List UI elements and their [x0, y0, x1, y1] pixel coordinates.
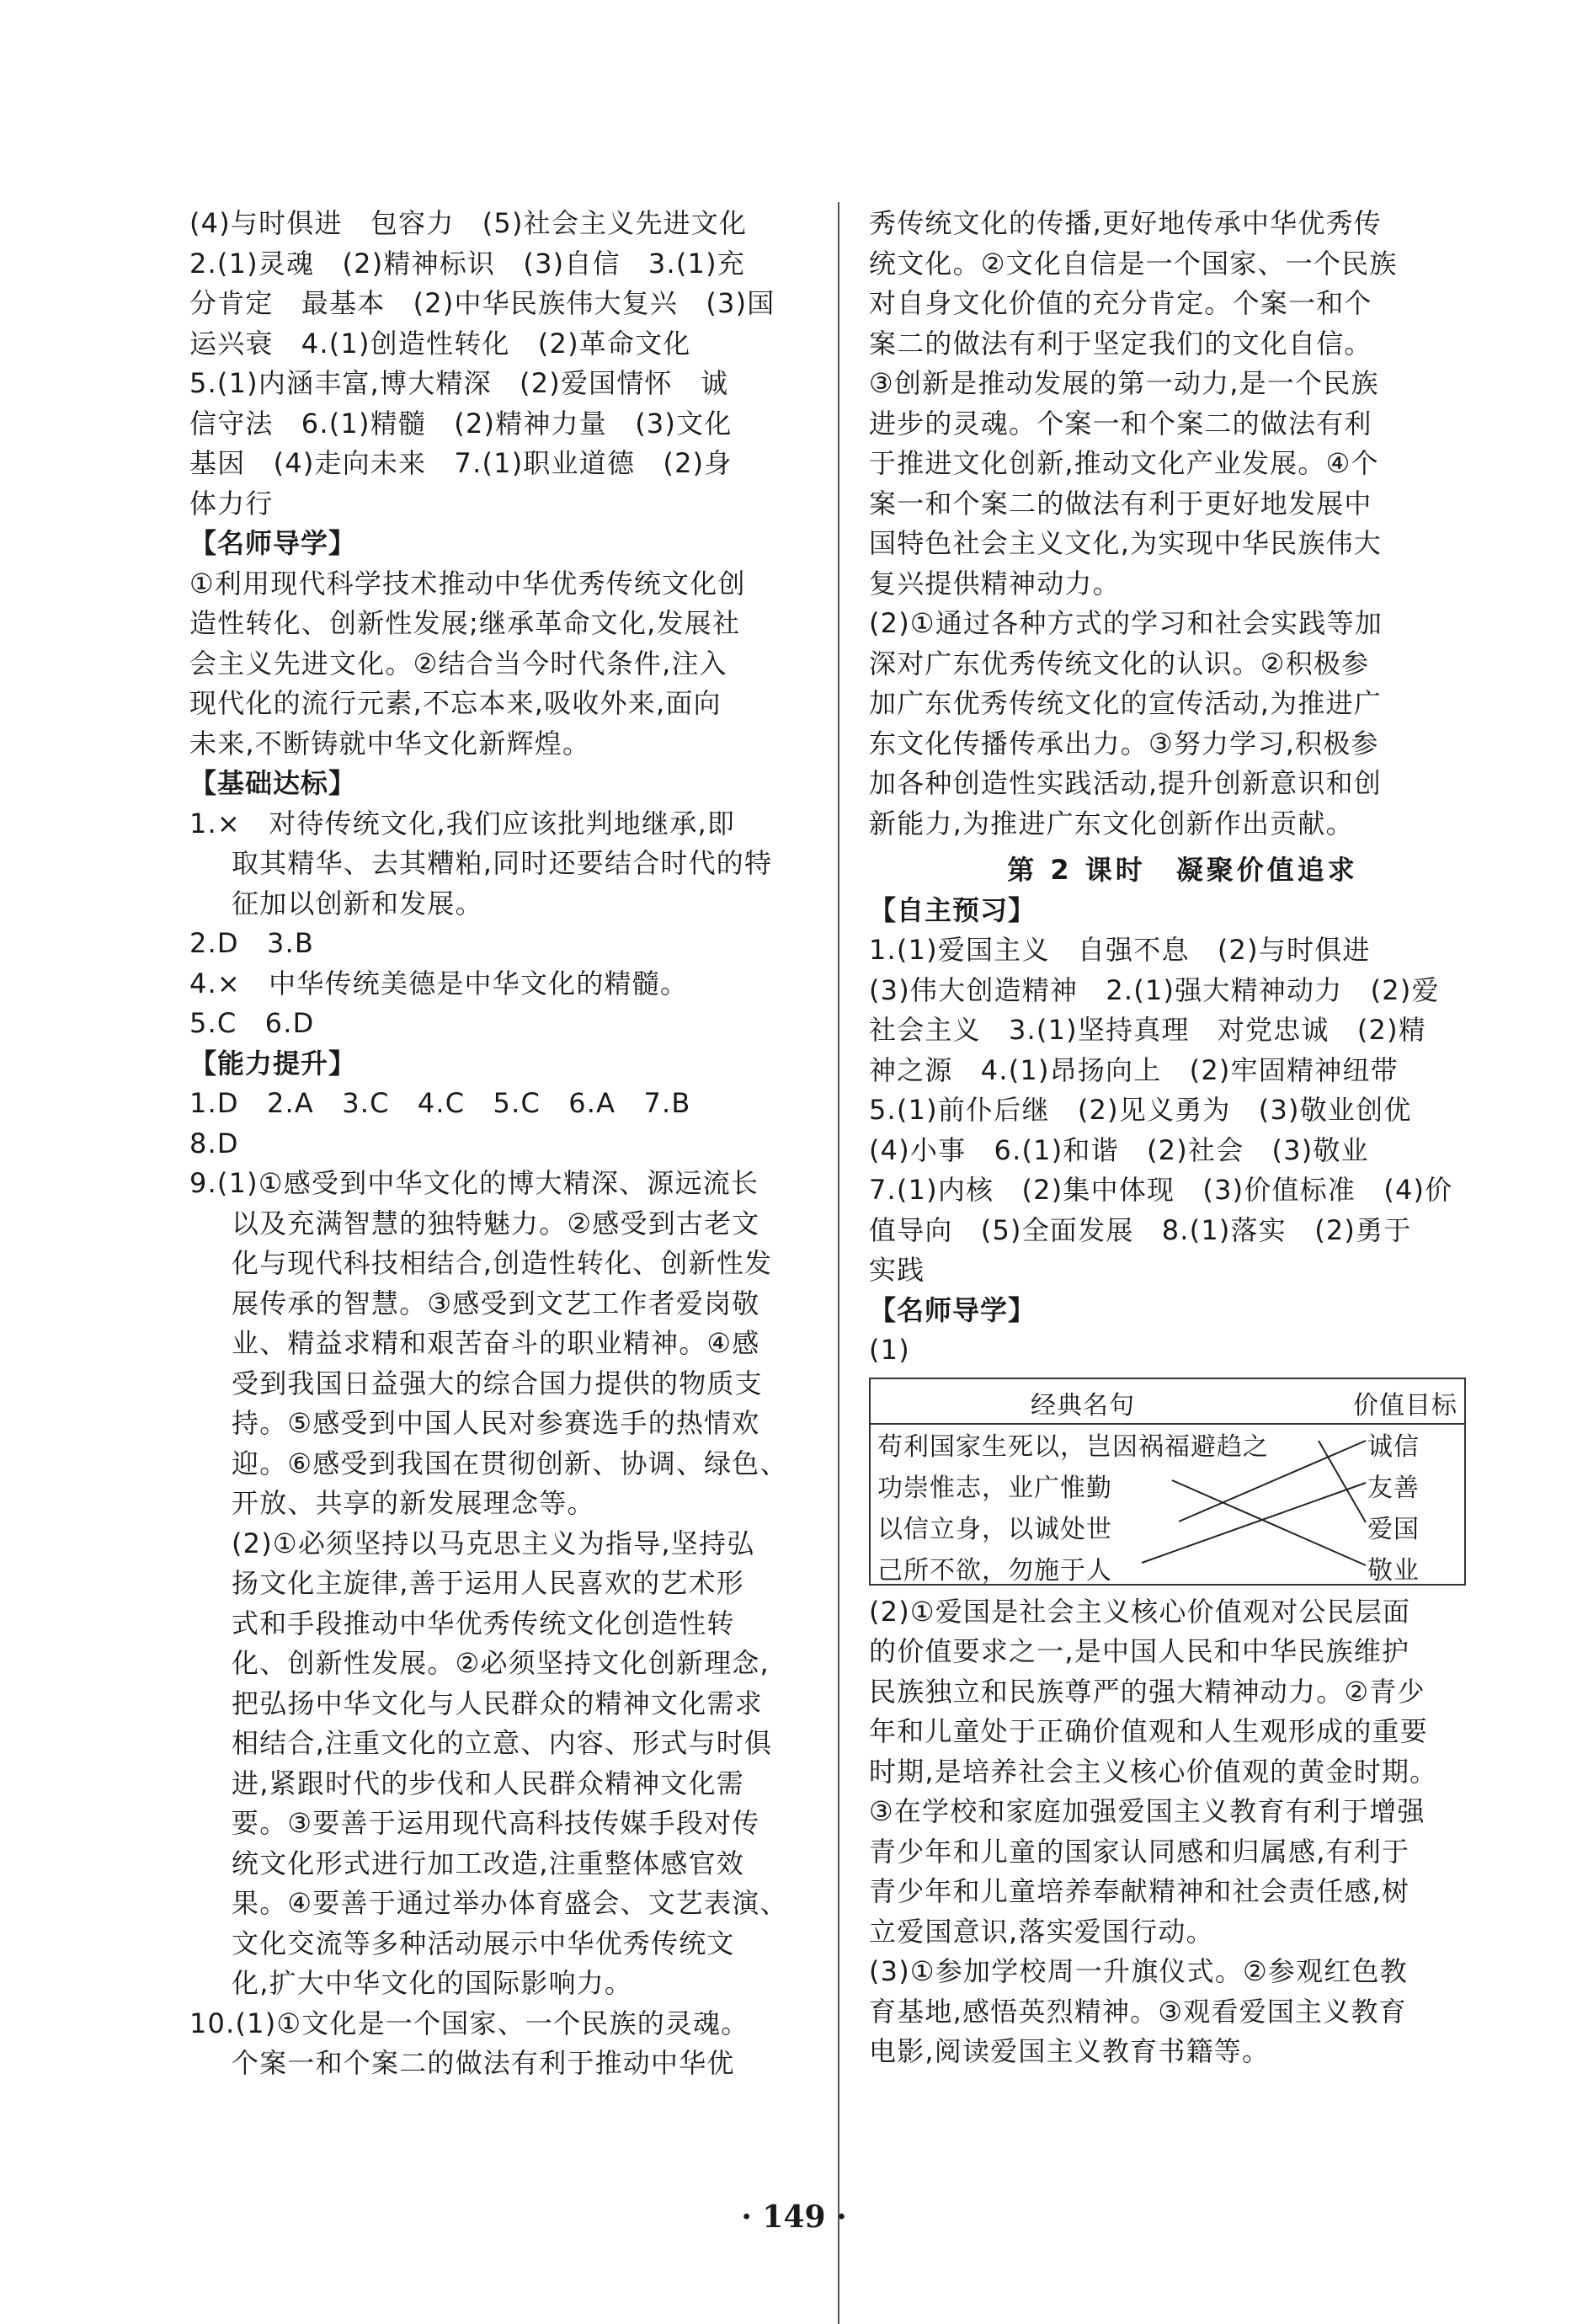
text-line: 时期,是培养社会主义核心价值观的黄金时期。: [869, 1755, 1438, 1788]
text-line: 统文化。②文化自信是一个国家、一个民族: [869, 247, 1398, 280]
text-line: 统文化形式进行加工改造,注重整体感官效: [232, 1847, 744, 1879]
text-line: 于推进文化创新,推动文化产业发展。④个: [869, 447, 1379, 479]
text-line: 7.(1)内核 (2)集中体现 (3)价值标准 (4)价: [869, 1174, 1453, 1206]
text-line: 的价值要求之一,是中国人民和中华民族维护: [869, 1635, 1410, 1667]
text-line: 5.C 6.D: [189, 1007, 315, 1039]
text-line: (1): [869, 1334, 910, 1366]
section-heading-jichu: 【基础达标】: [189, 767, 357, 799]
text-line: 国特色社会主义文化,为实现中华民族伟大: [869, 527, 1382, 559]
left-column: [189, 204, 817, 2084]
value-item: 敬业: [1367, 1555, 1420, 1586]
text-line: 10.(1)①文化是一个国家、一个民族的灵魂。: [189, 2007, 749, 2039]
text-line: 1.D 2.A 3.C 4.C 5.C 6.A 7.B: [189, 1087, 691, 1119]
section-heading-nengli: 【能力提升】: [189, 1047, 357, 1079]
text-line: 2.(1)灵魂 (2)精神标识 (3)自信 3.(1)充: [189, 247, 745, 280]
text-line: 受到我国日益强大的综合国力提供的物质支: [232, 1367, 763, 1399]
text-line: 征加以创新和发展。: [232, 887, 483, 919]
text-line: 值导向 (5)全面发展 8.(1)落实 (2)勇于: [869, 1213, 1412, 1246]
text-line: 体力行: [189, 487, 274, 520]
text-line: (4)与时俱进 包容力 (5)社会主义先进文化: [189, 207, 748, 239]
matching-table: [869, 1378, 1466, 1586]
text-line: 9.(1)①感受到中华文化的博大精深、源远流长: [189, 1167, 759, 1199]
table-header-quote: 经典名句: [1031, 1390, 1135, 1421]
match-line: [1319, 1441, 1366, 1522]
text-line: 育基地,感悟英烈精神。③观看爱国主义教育: [869, 1995, 1407, 2028]
text-line: 社会主义 3.(1)坚持真理 对党忠诚 (2)精: [869, 1014, 1426, 1046]
section-heading-zizhu: 【自主预习】: [869, 893, 1036, 926]
text-line: 相结合,注重文化的立意、内容、形式与时俱: [232, 1727, 773, 1759]
text-line: 基因 (4)走向未来 7.(1)职业道德 (2)身: [189, 447, 733, 479]
text-line: 业、精益求精和艰苦奋斗的职业精神。④感: [232, 1327, 760, 1359]
text-line: 立爱国意识,落实爱国行动。: [869, 1915, 1214, 1948]
quote-item: 以信立身，以诚处世: [877, 1514, 1112, 1544]
text-line: 现代化的流行元素,不忘本来,吸收外来,面向: [189, 687, 722, 719]
text-line: 深对广东优秀传统文化的认识。②积极参: [869, 647, 1370, 680]
text-line: ③创新是推动发展的第一动力,是一个民族: [869, 367, 1379, 399]
text-line: 加各种创造性实践活动,提升创新意识和创: [869, 767, 1382, 799]
text-line: 2.D 3.B: [189, 927, 315, 959]
text-line: 扬文化主旋律,善于运用人民喜欢的艺术形: [232, 1567, 744, 1599]
text-line: ①利用现代科学技术推动中华优秀传统文化创: [189, 567, 746, 600]
page-number: · 149 ·: [741, 2199, 847, 2235]
text-line: 8.D: [189, 1127, 239, 1159]
text-line: 5.(1)前仆后继 (2)见义勇为 (3)敬业创优: [869, 1094, 1412, 1126]
text-line: 果。④要善于通过举办体育盛会、文艺表演、: [232, 1887, 788, 1919]
text-line: 神之源 4.(1)昂扬向上 (2)牢固精神纽带: [869, 1053, 1399, 1086]
quote-item: 功崇惟志，业广惟勤: [877, 1473, 1112, 1503]
text-line: 持。⑤感受到中国人民对参赛选手的热情欢: [232, 1407, 760, 1439]
text-line: 民族独立和民族尊严的强大精神动力。②青少: [869, 1675, 1425, 1708]
text-line: 青少年和儿童的国家认同感和归属感,有利于: [869, 1835, 1410, 1868]
text-line: 式和手段推动中华优秀传统文化创造性转: [232, 1607, 735, 1639]
lesson-title: 第 2 课时 凝聚价值追求: [1007, 854, 1358, 886]
text-line: 加广东优秀传统文化的宣传活动,为推进广: [869, 687, 1382, 719]
text-line: (2)①必须坚持以马克思主义为指导,坚持弘: [232, 1527, 755, 1559]
text-line: 进,紧跟时代的步伐和人民群众精神文化需: [232, 1767, 744, 1799]
text-line: 以及充满智慧的独特魅力。②感受到古老文: [232, 1207, 760, 1239]
text-line: 1.× 对待传统文化,我们应该批判地继承,即: [189, 807, 736, 840]
quote-item: 苟利国家生死以，岂因祸福避趋之: [877, 1431, 1269, 1462]
text-line: 电影,阅读爱国主义教育书籍等。: [869, 2035, 1271, 2067]
text-line: 进步的灵魂。个案一和个案二的做法有利: [869, 407, 1372, 440]
text-line: 化、创新性发展。②必须坚持文化创新理念,: [232, 1647, 770, 1679]
text-line: 对自身文化价值的充分肯定。个案一和个: [869, 287, 1372, 319]
text-line: 新能力,为推进广东文化创新作出贡献。: [869, 807, 1354, 840]
text-line: 1.(1)爱国主义 自强不息 (2)与时俱进: [869, 934, 1371, 966]
text-line: (3)伟大创造精神 2.(1)强大精神动力 (2)爱: [869, 973, 1440, 1006]
section-heading-mingshi-2: 【名师导学】: [869, 1293, 1036, 1326]
value-item: 友善: [1367, 1473, 1420, 1503]
text-line: 造性转化、创新性发展;继承革命文化,发展社: [189, 607, 741, 639]
value-item: 诚信: [1367, 1431, 1420, 1462]
text-line: 迎。⑥感受到我国在贯彻创新、协调、绿色、: [232, 1447, 788, 1479]
text-line: 青少年和儿童培养奉献精神和社会责任感,树: [869, 1875, 1410, 1907]
column-divider: [838, 202, 839, 2324]
text-line: 实践: [869, 1254, 925, 1286]
text-line: 分肯定 最基本 (2)中华民族伟大复兴 (3)国: [189, 287, 775, 319]
right-column: [869, 204, 1496, 2072]
text-line: (2)①爱国是社会主义核心价值观对公民层面: [869, 1595, 1411, 1628]
text-line: 个案一和个案二的做法有利于推动中华优: [232, 2047, 735, 2079]
text-line: 化,扩大中华文化的国际影响力。: [232, 1967, 633, 1999]
text-line: 复兴提供精神动力。: [869, 567, 1121, 600]
text-line: 文化交流等多种活动展示中华优秀传统文: [232, 1927, 735, 1959]
text-line: 信守法 6.(1)精髓 (2)精神力量 (3)文化: [189, 407, 733, 440]
text-line: ③在学校和家庭加强爱国主义教育有利于增强: [869, 1795, 1425, 1827]
text-line: 把弘扬中华文化与人民群众的精神文化需求: [232, 1687, 763, 1719]
text-line: 4.× 中华传统美德是中华文化的精髓。: [189, 967, 689, 999]
text-line: 取其精华、去其糟粕,同时还要结合时代的特: [232, 847, 773, 879]
text-line: 年和儿童处于正确价值观和人生观形成的重要: [869, 1715, 1429, 1747]
matching-table-wrapper: [869, 1378, 1496, 1586]
text-line: 会主义先进文化。②结合当今时代条件,注入: [189, 647, 727, 680]
text-line: (4)小事 6.(1)和谐 (2)社会 (3)敬业: [869, 1133, 1369, 1166]
text-line: 要。③要善于运用现代高科技传媒手段对传: [232, 1807, 760, 1839]
text-line: 展传承的智慧。③感受到文艺工作者爱岗敬: [232, 1287, 760, 1319]
text-line: 未来,不断铸就中华文化新辉煌。: [189, 727, 591, 760]
text-line: (3)①参加学校周一升旗仪式。②参观红色教: [869, 1955, 1408, 1987]
section-heading-mingshi: 【名师导学】: [189, 527, 357, 559]
text-line: 秀传统文化的传播,更好地传承中华优秀传: [869, 207, 1382, 239]
quote-item: 己所不欲，勿施于人: [877, 1555, 1112, 1586]
table-header-value: 价值目标: [1353, 1390, 1457, 1421]
text-line: 案一和个案二的做法有利于更好地发展中: [869, 487, 1372, 520]
value-item: 爱国: [1367, 1514, 1420, 1544]
text-line: 东文化传播传承出力。③努力学习,积极参: [869, 727, 1379, 760]
text-line: 运兴衰 4.(1)创造性转化 (2)革命文化: [189, 327, 691, 360]
text-line: 案二的做法有利于坚定我们的文化自信。: [869, 327, 1372, 360]
text-line: (2)①通过各种方式的学习和社会实践等加: [869, 607, 1383, 639]
text-line: 化与现代科技相结合,创造性转化、创新性发: [232, 1247, 773, 1279]
text-line: 5.(1)内涵丰富,博大精深 (2)爱国情怀 诚: [189, 367, 729, 399]
text-line: 开放、共享的新发展理念等。: [232, 1487, 595, 1519]
